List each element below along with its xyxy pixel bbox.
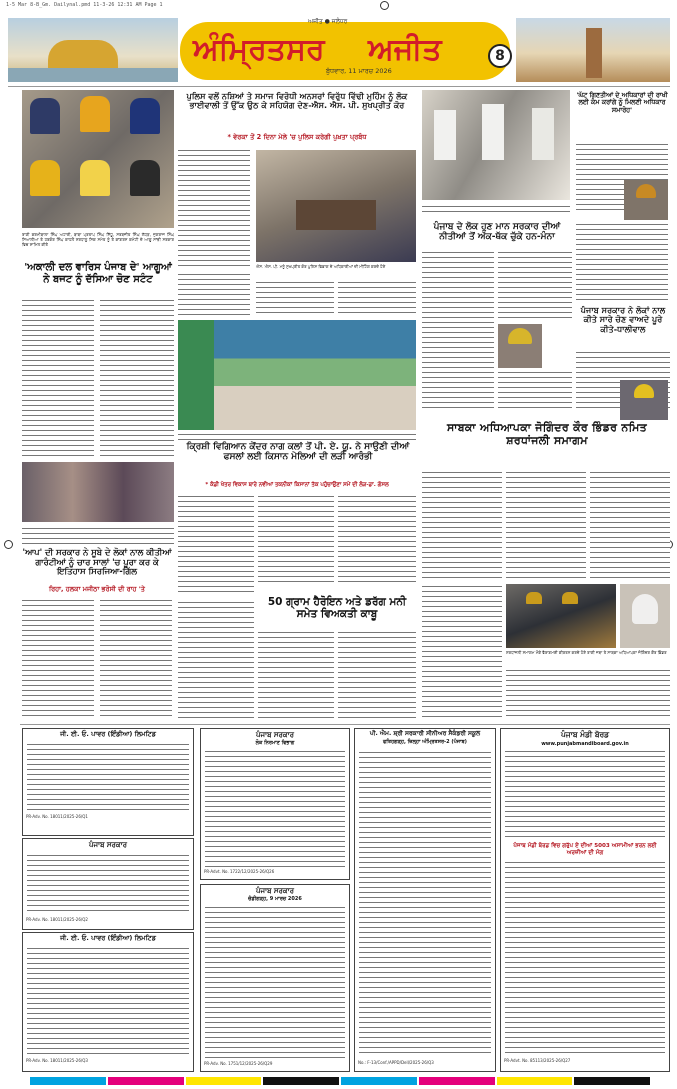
sidebar-headline: 'ਘੱਟ ਗਿਣਤੀਆਂ ਦੇ ਅਧਿਕਾਰਾਂ ਦੀ ਰਾਖੀ ਲਈ ਕੰਮ ਕਰਾਂਗੇ ਨੂੰ ਮਿਲਣੀ ਅਧਿਕਾਰ ਸਮਾਰੋਹ' bbox=[576, 91, 668, 114]
kvk-body-col3 bbox=[338, 494, 416, 584]
heritage-building-photo bbox=[516, 18, 670, 82]
police-body-3 bbox=[256, 280, 334, 316]
masthead-title-right: ਅਜੀਤ bbox=[368, 32, 442, 67]
late-teacher-photo bbox=[620, 584, 670, 648]
ad-title: ਪੰਜਾਬ ਸਰਕਾਰ bbox=[88, 841, 127, 849]
police-body bbox=[178, 148, 250, 268]
ad-title: ਜੀ. ਈ. ਓ. ਪਾਵਰ (ਇੰਡੀਆ) ਲਿਮਟਿਡ bbox=[60, 934, 156, 942]
tribute-body-col5 bbox=[506, 668, 670, 720]
sidebar-portrait bbox=[624, 180, 668, 220]
portrait-photo bbox=[498, 324, 542, 368]
tribute-body-col1 bbox=[422, 470, 502, 582]
akali-body-col2 bbox=[100, 298, 174, 458]
print-slug: 1-5 Mar 8-B_Gm. Dailynal.pmd 11-3-26 12:31 AM Page 1 bbox=[6, 2, 163, 8]
akali-body-col1 bbox=[22, 298, 94, 458]
gathering-photo bbox=[422, 90, 570, 200]
police-meeting-photo bbox=[256, 150, 416, 262]
ad-title: ਪੀ. ਐਮ. ਸ਼੍ਰੀ ਸਰਕਾਰੀ ਸੀਨੀਅਰ ਸੈਕੰਡਰੀ ਸਕੂਲ bbox=[369, 730, 481, 737]
akali-headline: 'ਅਕਾਲੀ ਦਲ ਵਾਰਿਸ ਪੰਜਾਬ ਦੇ' ਆਗੂਆਂ ਨੇ ਬਜਟ ਨੂੰ ਦੱਸਿਆ ਚੋਣ ਸਟੰਟ bbox=[24, 262, 172, 285]
tribute-body-col4 bbox=[422, 584, 502, 720]
golden-temple-photo bbox=[8, 18, 178, 82]
punjab-bank-headline: ਪੰਜਾਬ ਦੇ ਲੋਕ ਹੁਣ ਮਾਨ ਸਰਕਾਰ ਦੀਆਂ ਨੀਤੀਆਂ ਤੋਂ ਅੱਕ-ਥੱਕ ਚੁੱਕੇ ਹਨ-ਮੰਨਾ bbox=[433, 222, 561, 243]
kvk-subhead: * ਕੰਡੀ ਖੇਤਰ ਵਿਕਾਸ ਬਾਰੇ ਨਵੀਆਂ ਤਕਨੀਕਾਂ ਕਿਸਾਨਾਂ ਤੱਕ ਪਹੁੰਚਾਉਣਾ ਸਮੇਂ ਦੀ ਲੋੜ-ਡਾ. ਗੋਸਲ bbox=[205, 482, 389, 488]
photo-caption: ਰਾਣੀ ਕਰਮੀਬਾਲਾ ਸਿੰਘ ਅਟਾਰੀ, ਬਾਬਾ ਪ੍ਰਤਾਪ ਸਿੰਘ ਸਿੱਧੂ, ਸਰਬਜੀਤ ਸਿੰਘ ਲੱਧੜ, ਜੁਗਰਾਜ ਸਿੰਘ ਸਿਆਲੀਆ ਤੇ ਹਰਕੋਰ ਸਿੰਘ ਕਾਹਲੋਂ ਸ਼ਰਧਾਲੂ ਸਿਕ ਸਮੇਤ ਨੂੰ ਤੇ ਕਾਂਗਰਸ ਕਮੇਟੀ ਦੇ ਆਗੂ ਸਾਂਝੀ ਸਰਕਾਰ ਵਿਚ ਸ਼ਾਮਿਲ ਕੀਤੇ bbox=[22, 232, 174, 248]
masthead-title-left: ਅੰਮ੍ਰਿਤਸਰ bbox=[193, 32, 325, 67]
kvk-headline: ਕ੍ਰਿਸ਼ੀ ਵਿਗਿਆਨ ਕੇਂਦਰ ਨਾਗ ਕਲਾਂ ਤੋਂ ਪੀ. ਏ. ਯੂ. ਨੇ ਸਾਉਣੀ ਦੀਆਂ ਫਸਲਾਂ ਲਈ ਕਿਸਾਨ ਮੇਲਿਆਂ ਦੀ ਲੜੀ ਆਰੰਭੀ bbox=[186, 442, 410, 463]
ad-ref: PR-Adv. No. 18011/2025-26/Q3 bbox=[26, 1058, 88, 1064]
ad-title: ਜੀ. ਈ. ਓ. ਪਾਵਰ (ਇੰਡੀਆ) ਲਿਮਟਿਡ bbox=[60, 730, 156, 738]
ad-title: ਪੰਜਾਬ ਸਰਕਾਰ bbox=[255, 731, 294, 739]
divider bbox=[8, 86, 670, 87]
kirtan-photo bbox=[506, 584, 616, 648]
punjab-body-col1 bbox=[422, 250, 494, 408]
ad-punjab-govt-2 bbox=[200, 884, 350, 1072]
ad-subtitle: ਲੋਕ ਨਿਰਮਾਣ ਵਿਭਾਗ bbox=[255, 740, 295, 747]
masthead-date: ਬੁੱਧਵਾਰ, 11 ਮਾਰਚ 2026 bbox=[326, 67, 392, 75]
ad-subtitle: ਫਤਿਹਗੜ੍ਹ, ਜ਼ਿਲ੍ਹਾ ਅੰਮ੍ਰਿਤਸਰ-2 (ਪੰਜਾਬ) bbox=[383, 738, 467, 745]
ad-ref: PR-Advt. No. 1722/12/2025-26/Q26 bbox=[204, 868, 275, 874]
ad-ref: PR-Adv. No. 18011/2025-26/Q2 bbox=[26, 917, 88, 923]
ad-punjab-govt-1 bbox=[22, 838, 194, 930]
heroin-body-col1 bbox=[258, 630, 334, 720]
police-subhead: * ਵੇਰਕਾ ਤੋਂ 2 ਦਿਨਾ ਮੇਲੇ 'ਚ ਪੁਲਿਸ ਕਰੇਗੀ ਪੁਖ਼ਤਾ ਪ੍ਰਬੰਧ bbox=[227, 133, 367, 141]
registration-mark-icon bbox=[4, 540, 13, 549]
heroin-headline: 50 ਗ੍ਰਾਮ ਹੈਰੋਇਨ ਅਤੇ ਡਰੱਗ ਮਨੀ ਸਮੇਤ ਵਿਅਕਤੀ ਕਾਬੂ bbox=[267, 596, 407, 621]
tribute-caption: ਸ਼ਰਧਾਂਜਲੀ ਸਮਾਗਮ ਮੌਕੇ ਵੈਰਾਗਮਈ ਕੀਰਤਨ ਕਰਦੇ ਹੋਏ ਰਾਗੀ ਜਥਾ ਤੇ ਸਾਬਕਾ ਅਧਿਆਪਕਾ ਜੋਗਿੰਦਰ ਕੌਰ ਭਿੰਡਰ bbox=[506, 650, 667, 655]
tribute-body-col3 bbox=[590, 470, 670, 582]
color-registration-bar bbox=[30, 1077, 650, 1085]
protest-photo bbox=[22, 462, 174, 522]
ad-pwd bbox=[200, 728, 350, 880]
sidebar-body-2 bbox=[576, 222, 668, 302]
police-headline: ਪੁਲਿਸ ਵਲੋਂ ਨਸ਼ਿਆਂ ਤੇ ਸਮਾਜ ਵਿਰੋਧੀ ਅਨਸਰਾਂ ਵਿਰੁੱਧ ਵਿੱਢੀ ਮੁਹਿੰਮ ਨੂੰ ਲੋਕ ਭਾਈਵਾਲੀ ਤੋਂ ਉੱਕ ਉਠ ਕੇ ਸਹਿਯੋਗ ਦੇਣ-ਐਸ. ਐਸ. ਪੀ. ਸੁਖਪ੍ਰੀਤ ਕੋਰ bbox=[186, 91, 408, 111]
ad-website: www.punjabmandiboard.gov.in bbox=[541, 740, 629, 747]
ad-ref: No.: F-13/Conf./APPD/Dell/2025-26/Q3 bbox=[358, 1059, 434, 1065]
ad-mandi-board bbox=[500, 728, 670, 1072]
heroin-body-col0 bbox=[178, 600, 254, 720]
punjab-body-col2 bbox=[498, 250, 572, 322]
promise-headline: ਪੰਜਾਬ ਸਰਕਾਰ ਨੇ ਲੋਕਾਂ ਨਾਲ ਕੀਤੇ ਸਾਰੇ ਚੋਣ ਵਾਅਦੇ ਪੂਰੇ ਕੀਤੇ-ਧਾਲੀਵਾਲ bbox=[580, 305, 666, 334]
kisan-mela-photo bbox=[178, 320, 416, 430]
masthead bbox=[8, 18, 670, 82]
tribute-body-col2 bbox=[506, 470, 586, 582]
police-body-2 bbox=[178, 272, 250, 316]
ad-ref: PR-Adv. No. 18011/2025-26/Q1 bbox=[26, 814, 88, 820]
punjab-body-col3 bbox=[498, 370, 572, 410]
ad-ref: PR-Advt. No. 85113/2025-26/Q27 bbox=[504, 1058, 571, 1064]
police-caption: ਐਸ. ਐਸ. ਪੀ. ਮਨੂੰ ਸੁਖਪ੍ਰੀਤ ਕੋਰ ਪੁਲਿਸ ਵਿਭਾਗ ਦੇ ਅਧਿਕਾਰੀਆਂ ਦੀ ਮੀਟਿੰਗ ਕਰਦੇ ਹੋਏ bbox=[256, 264, 386, 269]
ad-geo-power-2 bbox=[22, 932, 194, 1072]
ad-pm-shri-school bbox=[354, 728, 496, 1072]
ad-title: ਪੰਜਾਬ ਮੰਡੀ ਬੋਰਡ bbox=[560, 730, 610, 739]
aap-subhead: ਰਿਹਾ, ਹਲਕਾ ਮਜੀਠਾ ਭਰੋਸੀ ਦੀ ਰਾਹ 'ਤੇ bbox=[49, 585, 145, 593]
page-number: 8 bbox=[488, 44, 512, 68]
masthead-edition: ਅਜੀਤ ● ਜਲੰਧਰ bbox=[308, 18, 348, 25]
kvk-body-col1 bbox=[178, 494, 254, 594]
kvk-caption bbox=[178, 432, 416, 440]
ad-ref: PR-Adv. No. 1751/12/2025-26/Q29 bbox=[204, 1060, 273, 1066]
tribute-headline: ਸਾਬਕਾ ਅਧਿਆਪਕਾ ਜੋਗਿੰਦਰ ਕੌਰ ਭਿੰਡਰ ਨਮਿਤ ਸ਼ਰਧਾਂਜਲੀ ਸਮਾਗਮ bbox=[446, 421, 648, 447]
ad-date: ਚੰਡੀਗੜ੍ਹ, 9 ਮਾਰਚ 2026 bbox=[248, 896, 302, 903]
aap-body-col1 bbox=[22, 598, 94, 716]
gathering-caption bbox=[422, 204, 570, 216]
kvk-body-col2 bbox=[258, 494, 334, 584]
leaders-photo-grid bbox=[22, 90, 174, 228]
ad-highlight: ਪੰਜਾਬ ਮੰਡੀ ਬੋਰਡ ਵਿਚ ਗਰੁੱਪ ਏ ਦੀਆਂ 5003 ਅਸਾਮੀਆਂ ਭਰਨ ਲਈ ਅਰਜ਼ੀਆਂ ਦੀ ਮੰਗ bbox=[513, 843, 657, 856]
protest-caption bbox=[22, 526, 174, 544]
promise-portrait bbox=[620, 380, 668, 420]
ad-title: ਪੰਜਾਬ ਸਰਕਾਰ bbox=[255, 887, 294, 895]
registration-mark-icon bbox=[380, 1, 389, 10]
aap-headline: 'ਆਪ' ਦੀ ਸਰਕਾਰ ਨੇ ਸੂਬੇ ਦੇ ਲੋਕਾਂ ਨਾਲ ਕੀਤੀਆਂ ਗਾਰੰਟੀਆਂ ਨੂੰ ਚਾਰ ਸਾਲਾਂ 'ਚ ਪੂਰਾ ਕਰ ਕੇ ਇਤਿਹਾਸ ਸਿਰਜਿਆ-ਗਿੱਲ bbox=[22, 547, 172, 577]
heroin-body-col2 bbox=[338, 630, 416, 720]
aap-body-col2 bbox=[100, 598, 172, 716]
divider bbox=[20, 724, 670, 725]
police-body-4 bbox=[338, 280, 416, 316]
ad-geo-power-1 bbox=[22, 728, 194, 836]
